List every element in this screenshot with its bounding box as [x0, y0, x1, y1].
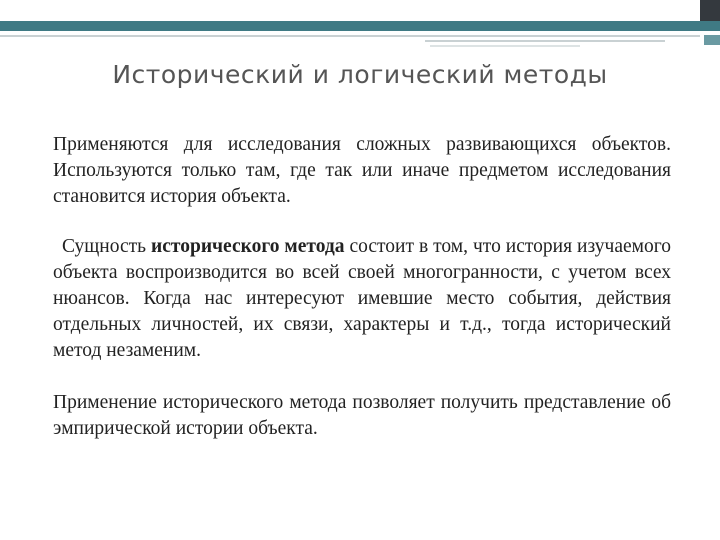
paragraph-1: Применяются для исследования сложных развивающихся объектов. Используются только там, где так или иначе предметом исследования становится история объекта.	[53, 134, 671, 207]
header-rule-line-short	[425, 40, 665, 42]
header-rule-line-shortest	[430, 45, 580, 47]
header-rule-line	[0, 35, 700, 37]
paragraph-2-emphasis: исторического метода	[151, 236, 345, 257]
paragraph-3: Применение исторического метода позволяет получить представление об эмпирической истории объекта.	[53, 392, 671, 439]
corner-accent-tab	[704, 35, 720, 45]
slide-body	[53, 132, 671, 442]
paragraph-2	[53, 234, 671, 364]
paragraph-2-prefix: Сущность	[62, 236, 152, 257]
slide-title: Исторический и логический методы	[112, 60, 608, 89]
paragraph-2-suffix: состоит в том, что история изучаемого объекта воспроизводится во всей своей многогранности, с учетом всех нюансов. Когда нас интересуют имевшие место события, действия отдельных личностей, их связи, характеры и т.д., тогда исторический метод незаменим.	[53, 236, 671, 361]
header-accent-bar	[0, 21, 720, 31]
